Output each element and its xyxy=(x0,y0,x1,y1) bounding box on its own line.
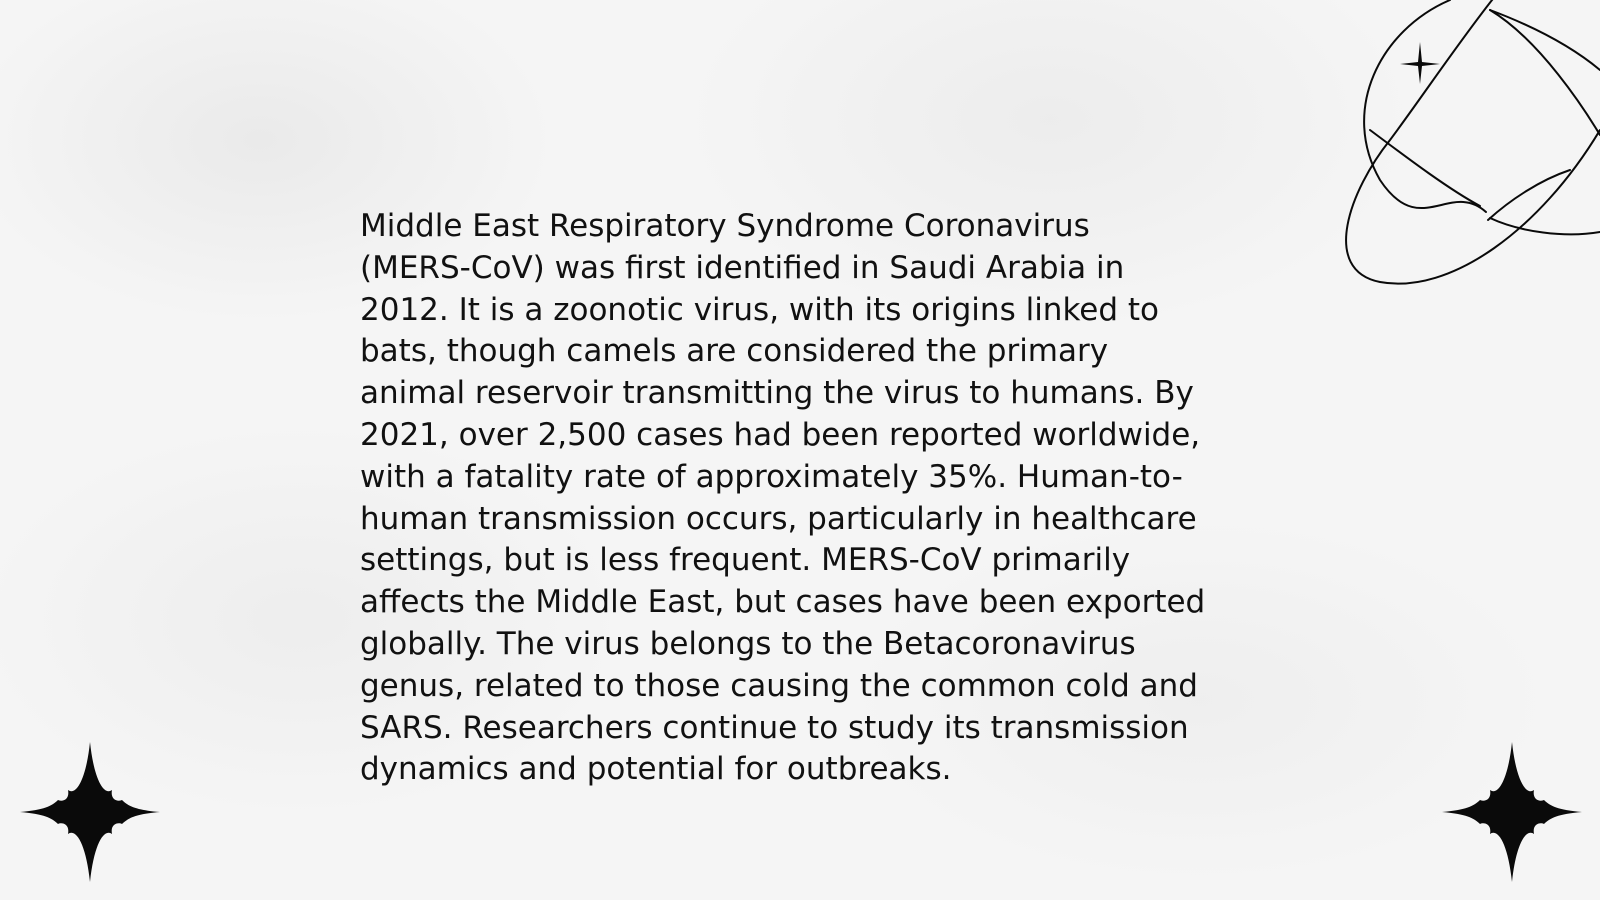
orbit-lines-icon xyxy=(1340,0,1600,300)
body-paragraph: Middle East Respiratory Syndrome Coronavirus (MERS-CoV) was first identified in Saudi Arabia in 2012. It is a zoonotic virus, with its origins linked to bats, though camels are considered the primary animal reservoir transmitting the virus to humans. By 2021, over 2,500 cases had been reported worldwide, with a fatality rate of approximately 35%. Human-to- human transmission occurs, particularly in healthcare settings, but is less frequent. MERS-CoV primarily affects the Middle East, but cases have been exported globally. The virus belongs to the Betacoronavirus genus, related to those causing the common cold and SARS. Researchers continue to study its transmission dynamics and potential for outbreaks. xyxy=(360,208,1206,788)
four-point-star-icon xyxy=(18,740,162,884)
four-point-star-icon xyxy=(1440,740,1584,884)
